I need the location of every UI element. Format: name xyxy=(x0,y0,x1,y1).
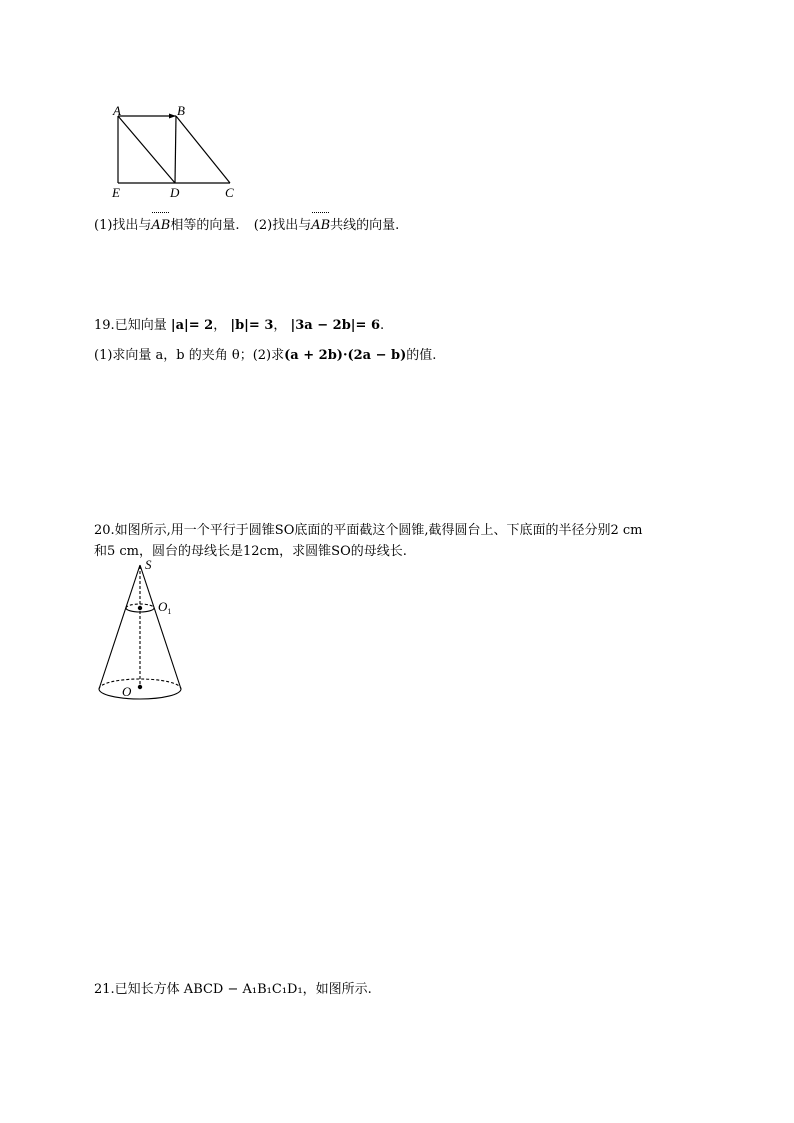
label-e: E xyxy=(112,185,120,200)
q20-line1: 20.如图所示,用一个平行于圆锥SO底面的平面截这个圆锥,截得圆台上、下底面的半径分别2 cm xyxy=(94,523,643,538)
q19-part2-expr: (a + 2b)·(2a − b) xyxy=(284,348,407,363)
q19-parts xyxy=(94,348,436,364)
q18-part2-prefix: (2)找出与 xyxy=(253,218,312,233)
label-a: A xyxy=(113,103,121,118)
point-o xyxy=(138,685,142,689)
q19-number: 19. xyxy=(94,318,115,333)
label-b: B xyxy=(177,103,185,118)
q19-stem-prefix: 已知向量 xyxy=(114,318,167,333)
label-c: C xyxy=(225,185,234,200)
q19-part1: (1)求向量 a，b 的夹角 θ； xyxy=(94,348,253,363)
cone-figure xyxy=(92,558,198,708)
segment-ad xyxy=(118,116,175,183)
vector-arrowhead xyxy=(169,114,176,119)
label-s: S xyxy=(145,558,152,572)
q18-part1-prefix: (1)找出与 xyxy=(94,218,152,233)
q19-part2-prefix: (2)求 xyxy=(252,348,285,363)
label-o: O xyxy=(122,684,132,699)
label-o1: $O_1$ xyxy=(158,599,172,616)
base-ellipse-front xyxy=(99,689,181,699)
vector-arrow-mark xyxy=(312,212,329,216)
q20-line2: 和5 cm，圆台的母线长是12cm，求圆锥SO的母线长. xyxy=(94,544,407,559)
parallelogram-figure xyxy=(105,100,245,202)
q18-part1-suffix: 相等的向量. xyxy=(170,218,240,233)
q19-part2-suffix: 的值. xyxy=(406,348,437,363)
q18-part2-vector: AB xyxy=(311,218,330,234)
q18-parts xyxy=(94,218,399,234)
q19-cond3: |3a − 2b|= 6 xyxy=(290,318,381,333)
q19-cond2: |b|= 3 xyxy=(230,318,274,333)
q18-part2-suffix: 共线的向量. xyxy=(330,218,400,233)
q19-cond1: |a|= 2 xyxy=(170,318,214,333)
cone-right-slant xyxy=(140,565,181,689)
vector-arrow-mark xyxy=(152,212,169,216)
q18-part1-vector: AB xyxy=(151,218,170,234)
cone-left-slant xyxy=(99,565,140,689)
point-o1 xyxy=(138,606,142,610)
q21-text: 21.已知长方体 ABCD − A₁B₁C₁D₁，如图所示. xyxy=(94,982,372,997)
segment-bc xyxy=(176,116,230,183)
segment-bd xyxy=(175,116,176,183)
label-d: D xyxy=(170,185,180,200)
q19-stem: 19.已知向量 |a|= 2， |b|= 3， |3a − 2b|= 6. xyxy=(94,318,385,333)
